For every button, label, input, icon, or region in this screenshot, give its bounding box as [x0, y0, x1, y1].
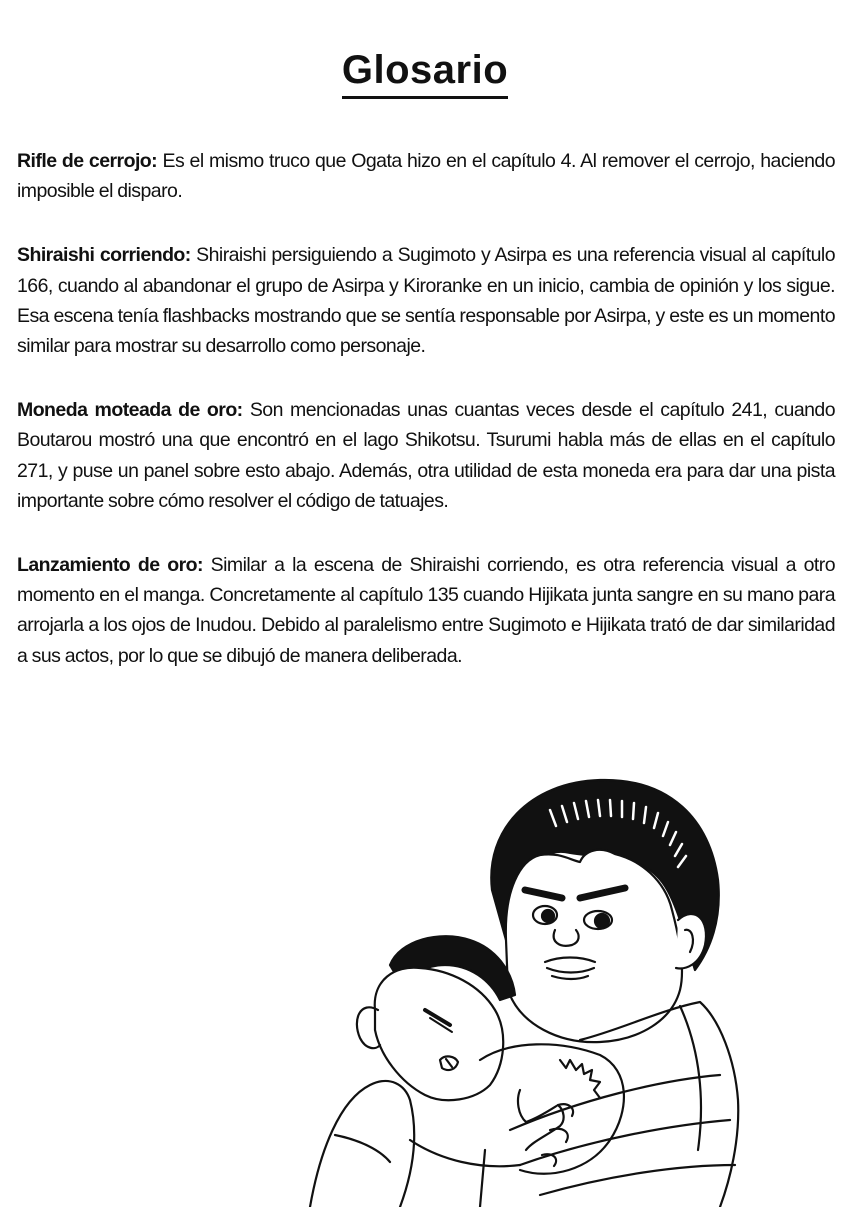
glossary-entry-shiraishi-corriendo — [17, 240, 835, 361]
illustration-children-icon — [280, 770, 850, 1207]
glossary-definition: Son mencionadas unas cuantas veces desde el capítulo 241, cuando Boutarou mostró una que encontró en el lago Shikotsu. Tsurumi habla más de ellas en el capítulo 271, y puse un panel sobre esto abajo. Además, otra utilidad de esta moneda era para dar una pista importante sobre cómo resolver el código de tatuajes. — [17, 399, 835, 512]
page-title — [0, 46, 850, 99]
glossary-entries — [17, 146, 835, 705]
page-title-text: Glosario — [342, 46, 508, 99]
glossary-term: Shiraishi corriendo: — [17, 244, 191, 267]
glossary-entry-moneda-moteada-de-oro — [17, 395, 835, 516]
glossary-term: Rifle de cerrojo: — [17, 150, 158, 172]
glossary-definition: Es el mismo truco que Ogata hizo en el capítulo 4. Al remover el cerrojo, haciendo imposible el disparo. — [17, 150, 835, 203]
glossary-definition: Shiraishi persiguiendo a Sugimoto y Asirpa es una referencia visual al capítulo 166, cuando al abandonar el grupo de Asirpa y Kiroranke en un inicio, cambia de opinión y los sigue. Esa escena tenía flashbacks mostrando que se sentía responsable por Asirpa, y este es un momento similar para mostrar su desarrollo como personaje. — [17, 244, 836, 358]
glossary-term: Moneda moteada de oro: — [17, 399, 243, 422]
glossary-entry-lanzamiento-de-oro — [17, 550, 835, 671]
manga-illustration — [280, 770, 850, 1207]
glossary-entry-rifle-de-cerrojo — [17, 146, 835, 206]
glossary-definition: Similar a la escena de Shiraishi corriendo, es otra referencia visual a otro momento en el manga. Concretamente al capítulo 135 cuando Hijikata junta sangre en su mano para arrojarla a los ojos de Inudou. Debido al paralelismo entre Sugimoto e Hijikata trató de dar similaridad a sus actos, por lo que se dibujó de manera deliberada. — [17, 554, 835, 667]
glossary-term: Lanzamiento de oro: — [17, 554, 203, 577]
